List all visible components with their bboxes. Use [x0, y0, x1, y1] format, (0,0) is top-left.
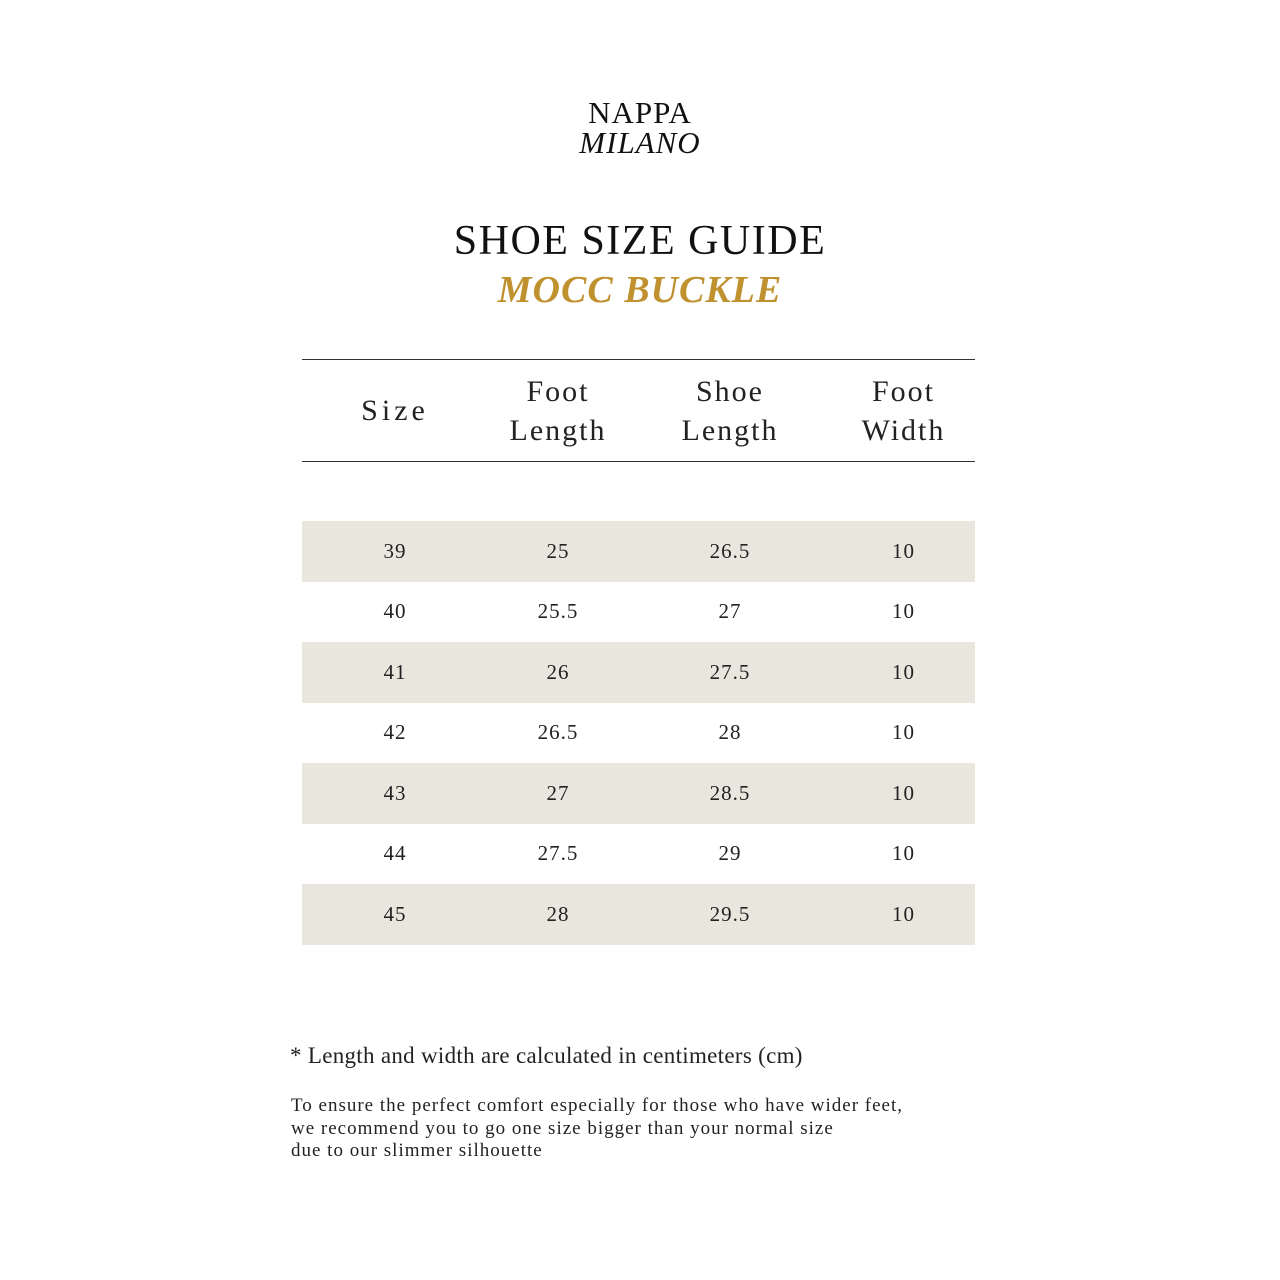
cell-foot-length: 27.5 — [537, 841, 579, 866]
fit-advice-line: To ensure the perfect comfort especially for those who have wider feet, — [291, 1095, 903, 1116]
table-row — [302, 824, 975, 885]
header-line: Shoe — [696, 374, 764, 408]
cell-foot-width: 10 — [892, 841, 915, 866]
cell-foot-width: 10 — [892, 659, 915, 684]
table-row — [302, 521, 975, 582]
cell-size: 43 — [383, 780, 407, 805]
table-row — [302, 763, 975, 824]
header-line: Size — [361, 394, 429, 427]
cell-size: 42 — [383, 720, 407, 745]
cell-size: 40 — [383, 599, 407, 624]
table-row — [302, 884, 975, 945]
cell-foot-length: 27 — [546, 780, 570, 805]
header-foot-length — [488, 372, 628, 450]
header-line: Length — [681, 413, 779, 447]
cell-foot-width: 10 — [892, 780, 915, 805]
cell-foot-length: 28 — [546, 901, 570, 926]
size-table — [302, 359, 975, 945]
header-line: Foot — [871, 374, 936, 408]
cell-shoe-length: 28.5 — [709, 780, 751, 805]
cell-size: 41 — [383, 659, 407, 684]
cell-foot-width: 10 — [892, 720, 915, 745]
cell-foot-width: 10 — [892, 599, 915, 624]
header-size — [302, 391, 488, 430]
cell-foot-width: 10 — [892, 538, 915, 563]
cell-shoe-length: 27 — [718, 599, 742, 624]
cell-foot-length: 25 — [546, 538, 570, 563]
cell-shoe-length: 29.5 — [709, 901, 751, 926]
cell-shoe-length: 27.5 — [709, 659, 751, 684]
brand-subname: MILANO — [579, 125, 701, 160]
header-line: Foot — [526, 374, 590, 408]
fit-advice — [291, 1095, 903, 1163]
cell-foot-length: 26.5 — [537, 720, 579, 745]
table-row — [302, 642, 975, 703]
cell-size: 45 — [383, 901, 407, 926]
cell-shoe-length: 26.5 — [709, 538, 751, 563]
fit-advice-line: due to our slimmer silhouette — [291, 1140, 543, 1161]
units-note: * Length and width are calculated in centimeters (cm) — [290, 1043, 803, 1068]
cell-shoe-length: 28 — [718, 720, 742, 745]
cell-foot-length: 26 — [546, 659, 570, 684]
table-row — [302, 703, 975, 764]
cell-shoe-length: 29 — [718, 841, 742, 866]
cell-foot-length: 25.5 — [537, 599, 579, 624]
table-row — [302, 582, 975, 643]
page-title: SHOE SIZE GUIDE — [453, 218, 827, 264]
table-header — [302, 360, 975, 461]
product-name: MOCC BUCKLE — [497, 269, 783, 311]
header-foot-width — [832, 372, 975, 450]
cell-size: 44 — [383, 841, 407, 866]
cell-size: 39 — [383, 538, 407, 563]
brand-name: NAPPA — [588, 95, 692, 130]
fit-advice-line: we recommend you to go one size bigger than your normal size — [291, 1117, 834, 1139]
header-line: Length — [509, 413, 607, 447]
header-shoe-length — [628, 372, 832, 450]
header-line: Width — [861, 413, 946, 447]
table-body — [302, 521, 975, 945]
cell-foot-width: 10 — [892, 901, 915, 926]
